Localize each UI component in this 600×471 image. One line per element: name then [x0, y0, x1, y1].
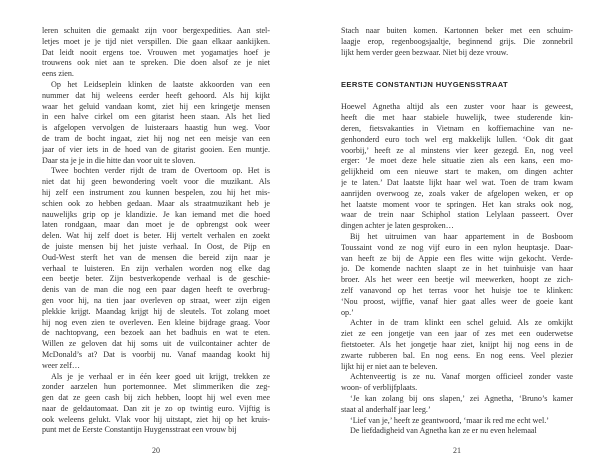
text-line: aanrijden overwoog ze, zoals vaker de afgelopen weken, er op — [341, 188, 573, 198]
text-line: genhonderd euro toch wel erg makkelijk lullen. ‘Ook dit gaat — [341, 134, 573, 144]
text-line: Dat leidt nooit ergens toe. Vrouwen met yogamatjes hoef je — [42, 47, 270, 57]
text-line: McDonald’s at? Dat is voorbij nu. Vanaf maandag kookt hij — [42, 349, 270, 359]
text-line: leren schuiten die gemaakt zijn voor bergexpedities. Aan stel- — [42, 26, 270, 35]
text-line: een beetje beter. Zijn bestverkopende verhaal is de geschie- — [42, 274, 270, 284]
paragraph — [42, 26, 270, 80]
text-line: je te laten.’ Dat laatste lijkt haar wel wat. Toen de tram kwam — [341, 177, 573, 187]
text-line: voorbij,’ heeft ze al minstens vier keer gezegd. En, nog veel — [341, 145, 573, 155]
text-line: plekkie krijgt. Maandag krijgt hij de sleutels. Tot zolang moet — [42, 306, 270, 316]
text-line: ook weleens gelukt. Vlak voor hij uitstapt, ziet hij op het kruis- — [42, 414, 270, 424]
text-line: Achtenveertig is ze nu. Vanaf morgen officieel zonder vaste — [350, 372, 573, 382]
text-line: de nachtopvang, een bezoek aan het badhuis en wat te eten. — [42, 328, 270, 338]
text-line: De liefdadigheid van Agnetha kan ze er nu even helemaal — [350, 426, 537, 436]
text-line: Oud-West sterft het van de mensen die bereid zijn naar je — [42, 252, 270, 262]
text-line: nauwelijks grip op je klandizie. Je kan iemand met die hoed — [42, 209, 270, 219]
text-line: Achter in de tram klinkt een schel geluid. Als ze omkijkt — [350, 318, 573, 328]
text-line: Stach naar buiten komen. Kartonnen beker met een schuim- — [341, 26, 573, 35]
text-line: niet dat hij geen bewondering voelt voor die muzikant. Als — [42, 177, 270, 187]
text-line: ziet ze een jongetje van een jaar of zes met een ouderwetse — [341, 329, 573, 339]
text-line: Bij het uitruimen van haar appartement in de Bosboom — [350, 231, 573, 241]
text-line: schien ook zo hebben gedaan. Maar als straatmuzikant heb je — [42, 198, 270, 208]
text-line: broer. Als het weer een beetje wil meewerken, hoopt ze zich- — [341, 275, 573, 285]
page-number-left: 20 — [152, 446, 160, 455]
text-line: laagje erop, regenboogsjaaltje, beginnend grijs. Die zonnebril — [341, 36, 573, 46]
text-line: Op het Leidseplein klinken de laatste akkoorden van een — [51, 79, 270, 89]
paragraph — [42, 166, 270, 371]
text-line: op.’ — [341, 307, 354, 317]
text-line: Twee bochten verder rijdt de tram de Overtoom op. Het is — [51, 166, 270, 176]
text-line: ‘Je kan zolang bij ons slapen,’ zei Agnetha, ‘Bruno’s kamer — [350, 393, 573, 403]
text-line: hij zelf een instrument zou kunnen bespelen, zou hij het mis- — [42, 187, 270, 197]
text-line: lijkt hij er niet aan te beleven. — [341, 361, 438, 371]
text-line: het laatste moment voor te springen. Het kan straks ook nog, — [341, 199, 573, 209]
text-line: hij nog even zien te overleven. Een kleine bijdrage graag. Voor — [42, 317, 270, 327]
text-line: laten rondgaan, maar dan moet je de opbrengst ook weer — [42, 220, 270, 230]
page-left — [42, 26, 270, 471]
text-line: Daar sta je je in die hitte dan voor uit te sloven. — [42, 155, 196, 165]
paragraph — [341, 416, 573, 427]
paragraph — [341, 232, 573, 318]
text-line: delen. Wat hij zelf doet is beter. Hij vertelt verhalen en zoekt — [42, 231, 270, 241]
text-line: heeft die met haar stabiele huwelijk, twee studerende kin- — [341, 113, 573, 123]
text-line: waar de trein naar Schiphol station Lelylaan passeert. Over — [341, 210, 573, 220]
text-line: zwarte rubberen bal. En nog eens. En nog eens. Veel plezier — [341, 350, 573, 360]
paragraph — [341, 426, 573, 437]
page-left-content — [42, 26, 270, 436]
text-line: Toussaint vond ze nog vijf euro in een nylon heuptasje. Daar- — [341, 242, 573, 252]
text-line: jo. De komende nachten slaapt ze in het tuinhuisje van haar — [341, 264, 573, 274]
text-line: zonder aarzelen hun portemonnee. Met slimmeriken die zeg- — [42, 382, 270, 392]
page-right-content — [341, 26, 573, 437]
text-line: dingen achter je laten gesproken… — [341, 221, 454, 231]
text-line: waar het geluid vandaan komt, ziet hij een kringetje mensen — [42, 101, 270, 111]
paragraph — [341, 372, 573, 394]
text-line: eens zien. — [42, 69, 74, 79]
paragraph — [341, 26, 573, 58]
text-line: de juiste mensen bij het juiste verhaal. In Oost, de Pijp en — [42, 241, 270, 251]
paragraph — [42, 372, 270, 437]
text-line: woon- of verblijfplaats. — [341, 383, 418, 393]
page-right — [341, 26, 573, 471]
text-line: naar de geldautomaat. Dan zit je zo op twintig euro. Vijftig is — [42, 403, 270, 413]
text-line: ‘Nou proost, wijffie, vanaf hier gaat alles weer de goeie kant — [341, 296, 573, 306]
text-line: Als je je verhaal er in één keer goed uit krijgt, trekken ze — [51, 371, 270, 381]
page-number-right: 21 — [453, 446, 461, 455]
text-line: denis van de man die nog een paar dagen heeft te overbrug- — [42, 285, 270, 295]
chapter-heading: EERSTE CONSTANTIJN HUYGENSSTRAAT — [341, 80, 509, 90]
text-line: de tram de bocht ingaat, ziet hij nog net een meisje van een — [42, 133, 270, 143]
text-line: punt met de Eerste Constantijn Huygensstraat een vrouw bij — [42, 425, 237, 435]
text-line: van heeft ze bij de Appie een fles witte wijn gekocht. Verde- — [341, 253, 573, 263]
text-line: is afgelopen vervolgen de luisteraars haastig hun weg. Voor — [42, 123, 270, 133]
text-line: staat al anderhalf jaar leeg.’ — [341, 404, 431, 414]
text-line: fietstoeter. Als het jongetje haar ziet, knijpt hij nog eens in de — [341, 339, 573, 349]
paragraph — [341, 102, 573, 232]
text-line: Hoewel Agnetha altijd als een zuster voor haar is geweest, — [341, 102, 573, 112]
text-line: verhaal te luisteren. En zijn verhalen worden nog elke dag — [42, 263, 270, 273]
text-line: ‘Lief van je,’ heeft ze geantwoord, ‘maar ik red me echt wel.’ — [350, 415, 549, 425]
text-line: deren, fietsvakanties in Vietnam en koffiemachine van ne- — [341, 123, 573, 133]
paragraph — [341, 394, 573, 416]
text-line: zelf vanavond op het terras voor het huisje toe te klinken: — [341, 285, 573, 295]
text-line: erger: ‘Je moet deze hele situatie zien als een kans, een mo- — [341, 156, 573, 166]
text-line: in een halve cirkel om een gitarist heen staan. Als het lied — [42, 112, 270, 122]
text-line: gen dat ze geen cash bij zich hebben, loopt hij wel even mee — [42, 393, 270, 403]
text-line: weer zelf… — [42, 360, 80, 370]
text-line: letjes moet je je tijd niet verspillen. Die gaan elkaar aankijken. — [42, 36, 270, 46]
text-line: gen voor hij, na tien jaar overleven op straat, weer zijn eigen — [42, 295, 270, 305]
text-line: nummer dat hij weleens eerder heeft gehoord. Als hij kijkt — [42, 90, 270, 100]
paragraph — [341, 318, 573, 372]
paragraph — [42, 80, 270, 166]
text-line: jaar of vier iets in de hoed van de gitarist gooien. Een muntje. — [42, 144, 270, 154]
text-line: gelijkheid om een nieuwe start te maken, om dingen achter — [341, 167, 573, 177]
text-line: trouwens ook niet aan te spreken. Die doen alsof ze je niet — [42, 58, 270, 68]
text-line: lijkt hem verder geen bezwaar. Niet bij deze vrouw. — [341, 47, 509, 57]
text-line: Willen ze geloven dat hij soms uit de vuilcontainer achter de — [42, 339, 270, 349]
